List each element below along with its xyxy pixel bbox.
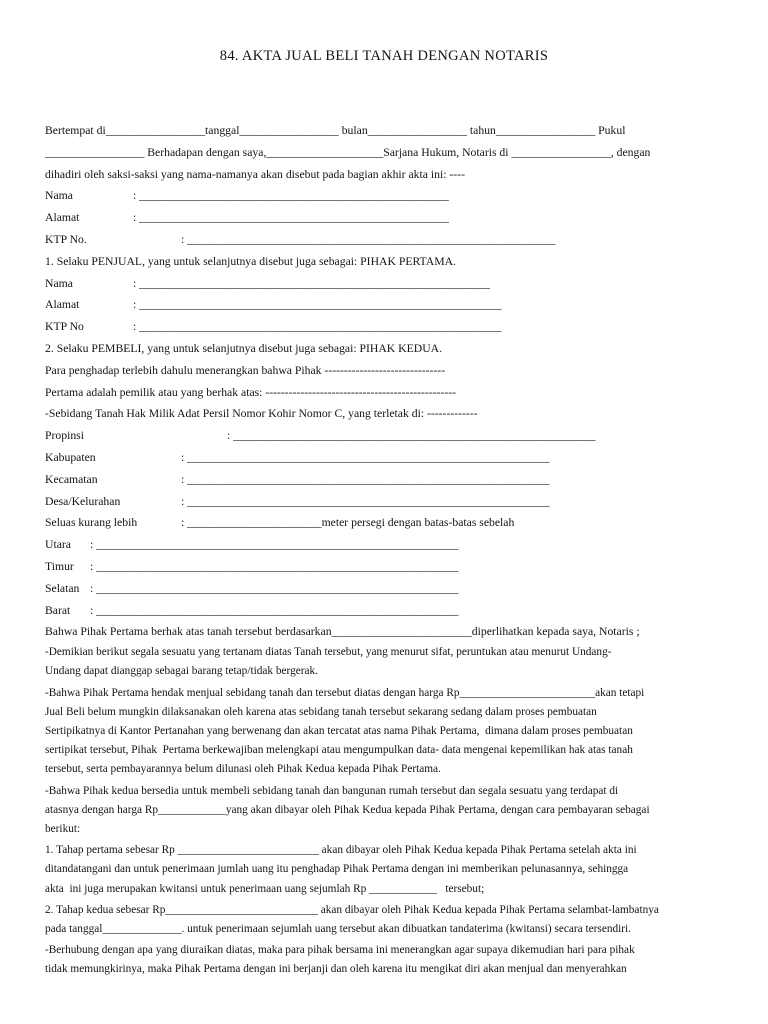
batas-field-selatan	[45, 578, 725, 600]
pembeli-field-nama	[45, 273, 725, 295]
field-label: Timur	[45, 559, 74, 573]
penjual-field-alamat	[45, 207, 725, 229]
field-blank: : ______________________________________________________________	[90, 559, 459, 573]
field-blank: : ______________________________________________________________	[133, 298, 502, 312]
harga-line-1: -Bahwa Pihak Pertama hendak menjual sebidang tanah dan tersebut diatas dengan harga Rp________________________akan tetapi	[45, 686, 645, 699]
field-blank: : _____________________________________________________	[133, 211, 449, 225]
tahap1-line-3: akta ini juga merupakan kwitansi untuk penerimaan uang sejumlah Rp ____________ tersebut;	[45, 882, 485, 895]
penjual-field-ktp	[45, 229, 725, 251]
bersedia-line-2: atasnya dengan harga Rp____________yang akan dibayar oleh Pihak Kedua kepada Pihak Pertama, dengan cara pembayaran sebagai	[45, 803, 650, 816]
demikian-line-2: Undang dapat dianggap sebagai barang tetap/tidak bergerak.	[45, 665, 319, 678]
para-line-3: -Sebidang Tanah Hak Milik Adat Persil Nomor Kohir Nomor C, yang terletak di: -------------	[45, 407, 478, 421]
field-label: Seluas kurang lebih	[45, 516, 138, 530]
field-blank: : ______________________________________________________________	[90, 603, 459, 617]
field-label: Nama	[45, 276, 73, 290]
demikian-line-1: -Demikian berikut segala sesuatu yang tertanam diatas Tanah tersebut, yang menurut sifat, peruntukan atau menurut Undang-	[45, 646, 612, 659]
penjual-field-nama	[45, 185, 725, 207]
tahap2-line-1: 2. Tahap kedua sebesar Rp___________________________ akan dibayar oleh Pihak Kedua kepada Pihak Pertama selambat-lambatnya	[45, 903, 659, 916]
document-body	[45, 120, 725, 980]
batas-field-utara	[45, 534, 725, 556]
para-line-1: Para penghadap terlebih dahulu menerangkan bahwa Pihak -------------------------------	[45, 363, 446, 377]
batas-field-barat	[45, 600, 725, 622]
pembeli-intro: 2. Selaku PEMBELI, yang untuk selanjutnya disebut juga sebagai: PIHAK KEDUA.	[45, 341, 442, 355]
pembeli-field-alamat	[45, 294, 725, 316]
lokasi-field-propinsi	[45, 425, 725, 447]
bahwa-line: Bahwa Pihak Pertama berhak atas tanah tersebut berdasarkan________________________diperlihatkan kepada saya, Notaris ;	[45, 625, 640, 639]
field-label: Propinsi	[45, 429, 84, 443]
demikian-paragraph	[45, 643, 725, 681]
tahap2-paragraph	[45, 901, 725, 939]
penjual-intro: 1. Selaku PENJUAL, yang untuk selanjutnya disebut juga sebagai: PIHAK PERTAMA.	[45, 254, 456, 268]
bersedia-line-1: -Bahwa Pihak kedua bersedia untuk membeli sebidang tanah dan bangunan rumah tersebut dan segala sesuatu yang terdapat di	[45, 784, 619, 797]
berhubung-paragraph	[45, 941, 725, 979]
tahap1-line-2: ditandatangani dan untuk penerimaan jumlah uang itu penghadap Pihak Pertama dengan ini memberikan pelunasannya, sehingga	[45, 863, 629, 876]
field-label: Alamat	[45, 211, 80, 225]
harga-line-2: Jual Beli belum mungkin dilaksanakan oleh karena atas sebidang tanah tersebut sekarang sedang dalam proses pembuatan	[45, 705, 597, 718]
field-label: Selatan	[45, 581, 80, 595]
opening-line-1: Bertempat di_________________tanggal_________________ bulan_________________ tahun_________________ Pukul	[45, 124, 626, 137]
field-label: Alamat	[45, 298, 80, 312]
batas-field-timur	[45, 556, 725, 578]
field-blank: : ______________________________________________________________	[227, 429, 596, 443]
field-blank: : ______________________________________________________________	[90, 581, 459, 595]
field-blank: : ______________________________________________________________	[181, 472, 550, 486]
lokasi-field-desa	[45, 491, 725, 513]
field-blank: : _____________________________________________________	[133, 189, 449, 203]
berhubung-line-1: -Berhubung dengan apa yang diuraikan diatas, maka para pihak bersama ini menerangkan agar supaya dikemudian hari para pihak	[45, 944, 635, 957]
harga-line-4: sertipikat tersebut, Pihak Pertama berkewajiban melengkapi atau mengumpulkan data- data mengenai kepemilikan hak atas tanah	[45, 744, 633, 757]
field-label: KTP No.	[45, 232, 87, 246]
opening-line-2: _________________ Berhadapan dengan saya,____________________Sarjana Hukum, Notaris di _________________, dengan	[45, 145, 651, 159]
field-blank: : ______________________________________________________________	[90, 538, 459, 552]
field-label: Nama	[45, 189, 73, 203]
field-label: Kabupaten	[45, 450, 96, 464]
opening-line-3: dihadiri oleh saksi-saksi yang nama-namanya akan disebut pada bagian akhir akta ini: ----	[45, 167, 465, 181]
lokasi-field-kabupaten	[45, 447, 725, 469]
field-blank: : _______________________________________________________________	[181, 232, 556, 246]
field-blank: : _______________________meter persegi dengan batas-batas sebelah	[181, 516, 515, 530]
para-line-2: Pertama adalah pemilik atau yang berhak atas: -------------------------------------------------	[45, 385, 457, 399]
field-label: Kecamatan	[45, 472, 98, 486]
harga-line-3: Sertipikatnya di Kantor Pertanahan yang berwenang dan akan tercatat atas nama Pihak Pertama, dimana dalam proses pembuatan	[45, 724, 633, 737]
field-label: KTP No	[45, 320, 84, 334]
berhubung-line-2: tidak memungkirinya, maka Pihak Pertama dengan ini berjanji dan oleh karena itu mengikat diri akan menjual dan menyerahkan	[45, 963, 627, 976]
bersedia-paragraph	[45, 782, 725, 840]
bersedia-line-3: berikut:	[45, 822, 81, 835]
field-label: Utara	[45, 538, 71, 552]
tahap2-line-2: pada tanggal______________. untuk penerimaan sejumlah uang tersebut akan dibuatkan tandaterima (kwitansi) secara tersendiri.	[45, 922, 631, 935]
field-label: Barat	[45, 603, 71, 617]
tahap1-line-1: 1. Tahap pertama sebesar Rp _________________________ akan dibayar oleh Pihak Kedua kepada Pihak Pertama setelah akta ini	[45, 844, 637, 857]
lokasi-field-luas	[45, 512, 725, 534]
field-blank: : ______________________________________________________________	[181, 494, 550, 508]
field-blank: : ______________________________________________________________	[133, 320, 502, 334]
field-label: Desa/Kelurahan	[45, 494, 121, 508]
pembeli-field-ktp	[45, 316, 725, 338]
tahap1-paragraph	[45, 841, 725, 899]
field-blank: : ____________________________________________________________	[133, 276, 490, 290]
document-title: 84. AKTA JUAL BELI TANAH DENGAN NOTARIS	[219, 48, 549, 64]
harga-line-5: tersebut, serta pembayarannya belum dilunasi oleh Pihak Kedua kepada Pihak Pertama.	[45, 763, 441, 776]
harga-paragraph	[45, 684, 725, 780]
lokasi-field-kecamatan	[45, 469, 725, 491]
field-blank: : ______________________________________________________________	[181, 450, 550, 464]
